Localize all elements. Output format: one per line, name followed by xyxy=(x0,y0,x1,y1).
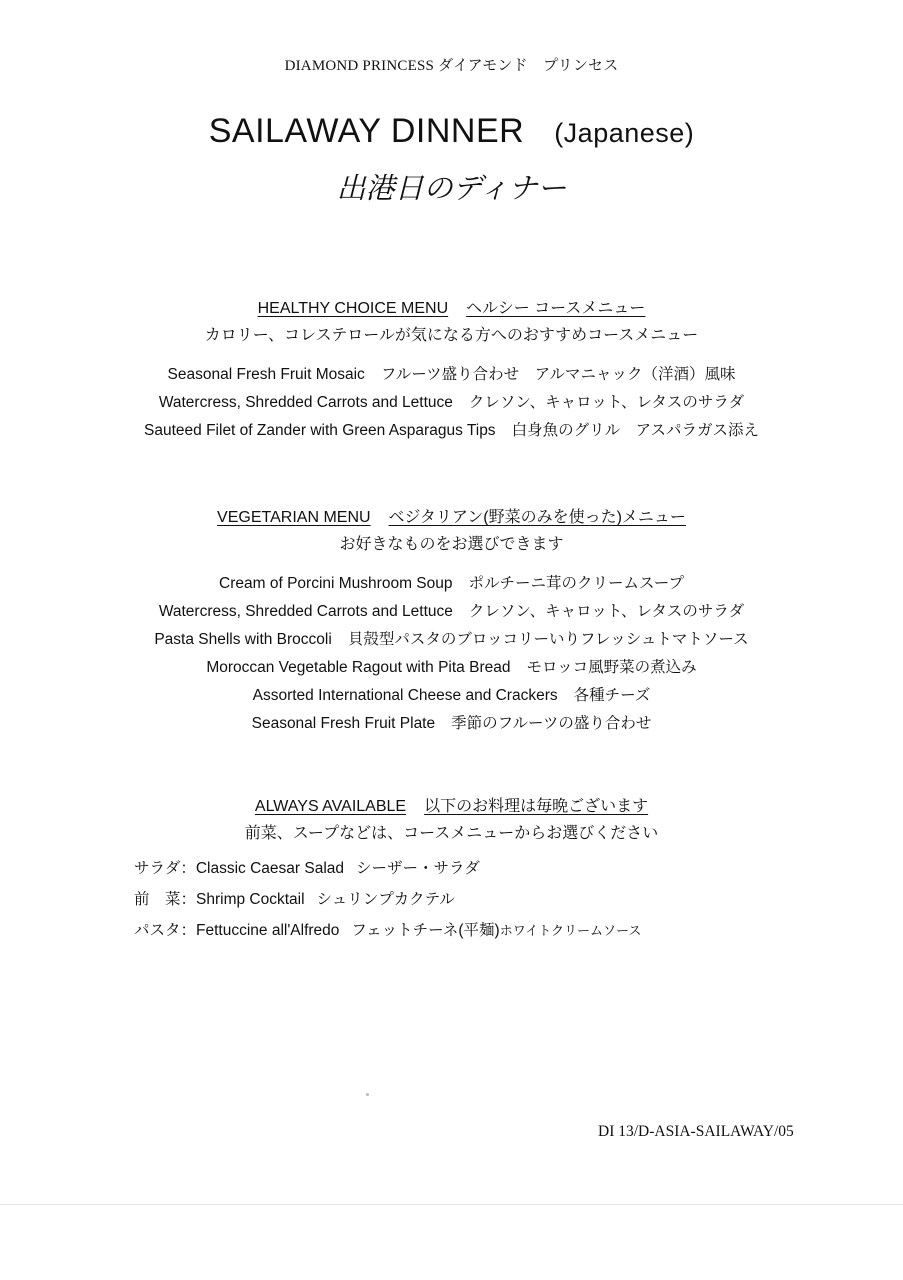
ship-name: DIAMOND PRINCESS ダイアモンド プリンセス xyxy=(284,58,619,74)
item-sauce-jp: ホワイトクリームソース xyxy=(499,923,642,938)
healthy-choice-section xyxy=(0,298,903,445)
vegetarian-description: お好きなものをお選びできます xyxy=(339,536,564,553)
item-name-jp: 季節のフルーツの盛り合わせ xyxy=(451,715,652,732)
scan-speck xyxy=(366,1093,369,1096)
item-category: パスタ： xyxy=(134,922,197,939)
item-name-jp: ポルチーニ茸のクリームスープ xyxy=(468,575,684,592)
menu-title-main: SAILAWAY DINNER xyxy=(208,112,525,150)
menu-item xyxy=(0,361,903,389)
menu-title xyxy=(0,112,903,151)
item-category: サラダ： xyxy=(134,860,196,877)
menu-item xyxy=(0,654,903,682)
vegetarian-heading-jp: ベジタリアン(野菜のみを使った)メニュー xyxy=(388,509,686,526)
menu-item xyxy=(0,626,903,654)
item-name-jp: クレソン、キャロット、レタスのサラダ xyxy=(468,394,745,411)
item-category: 前 菜： xyxy=(134,891,197,908)
item-name-jp: 貝殻型パスタのブロッコリーいりフレッシュトマトソース xyxy=(347,631,749,648)
menu-item xyxy=(0,682,903,710)
always-available-heading xyxy=(0,796,903,818)
item-name-en: Watercress, Shredded Carrots and Lettuce xyxy=(158,603,453,620)
always-available-section xyxy=(0,796,903,845)
item-name-jp: シュリンプカクテル xyxy=(316,891,455,908)
item-name-jp: 各種チーズ xyxy=(573,687,651,704)
item-name-jp: シーザー・サラダ xyxy=(356,860,480,877)
item-name-jp: 白身魚のグリル アスパラガス添え xyxy=(511,422,759,439)
item-name-jp: フルーツ盛り合わせ アルマニャック（洋酒）風味 xyxy=(380,366,736,383)
vegetarian-heading-en: VEGETARIAN MENU xyxy=(217,509,371,526)
menu-title-suffix: (Japanese) xyxy=(554,118,695,148)
healthy-choice-heading xyxy=(0,298,903,320)
menu-item xyxy=(0,417,903,445)
item-name-en: Shrimp Cocktail xyxy=(196,891,305,908)
item-name-jp: クレソン、キャロット、レタスのサラダ xyxy=(468,603,745,620)
item-name-en: Classic Caesar Salad xyxy=(195,860,345,877)
menu-item xyxy=(0,598,903,626)
item-name-en: Assorted International Cheese and Crackers xyxy=(252,687,558,704)
healthy-heading-jp: ヘルシー コースメニュー xyxy=(466,300,646,317)
menu-item xyxy=(0,570,903,598)
always-available-items xyxy=(134,856,641,949)
item-name-en: Seasonal Fresh Fruit Plate xyxy=(251,715,436,732)
menu-item xyxy=(134,887,641,918)
item-name-en: Watercress, Shredded Carrots and Lettuce xyxy=(158,394,453,411)
menu-item xyxy=(0,389,903,417)
menu-item xyxy=(0,710,903,738)
always-heading-en: ALWAYS AVAILABLE xyxy=(254,798,407,815)
item-name-jp: フェットチーネ(平麺) xyxy=(351,922,500,939)
item-name-jp: モロッコ風野菜の煮込み xyxy=(526,659,697,676)
always-description: 前菜、スープなどは、コースメニューからお選びください xyxy=(244,825,659,842)
always-heading-jp: 以下のお料理は毎晩ございます xyxy=(424,798,649,815)
vegetarian-heading xyxy=(0,507,903,529)
item-name-en: Seasonal Fresh Fruit Mosaic xyxy=(167,366,365,383)
item-name-en: Sauteed Filet of Zander with Green Asparagus Tips xyxy=(144,422,496,439)
healthy-heading-en: HEALTHY CHOICE MENU xyxy=(257,300,449,317)
item-name-en: Pasta Shells with Broccoli xyxy=(154,631,332,648)
item-name-en: Cream of Porcini Mushroom Soup xyxy=(219,575,453,592)
vegetarian-items xyxy=(0,570,903,738)
vegetarian-section xyxy=(0,507,903,738)
healthy-items xyxy=(0,361,903,445)
menu-item xyxy=(134,918,641,949)
document-code: DI 13/D-ASIA-SAILAWAY/05 xyxy=(598,1123,794,1140)
scan-edge-line xyxy=(0,1204,903,1205)
menu-item xyxy=(134,856,641,887)
healthy-description: カロリー、コレステロールが気になる方へのおすすめコースメニュー xyxy=(204,327,699,344)
menu-subtitle: 出港日のディナー xyxy=(336,173,567,205)
item-name-en: Moroccan Vegetable Ragout with Pita Bread xyxy=(206,659,511,676)
item-name-en: Fettuccine all'Alfredo xyxy=(196,922,340,939)
